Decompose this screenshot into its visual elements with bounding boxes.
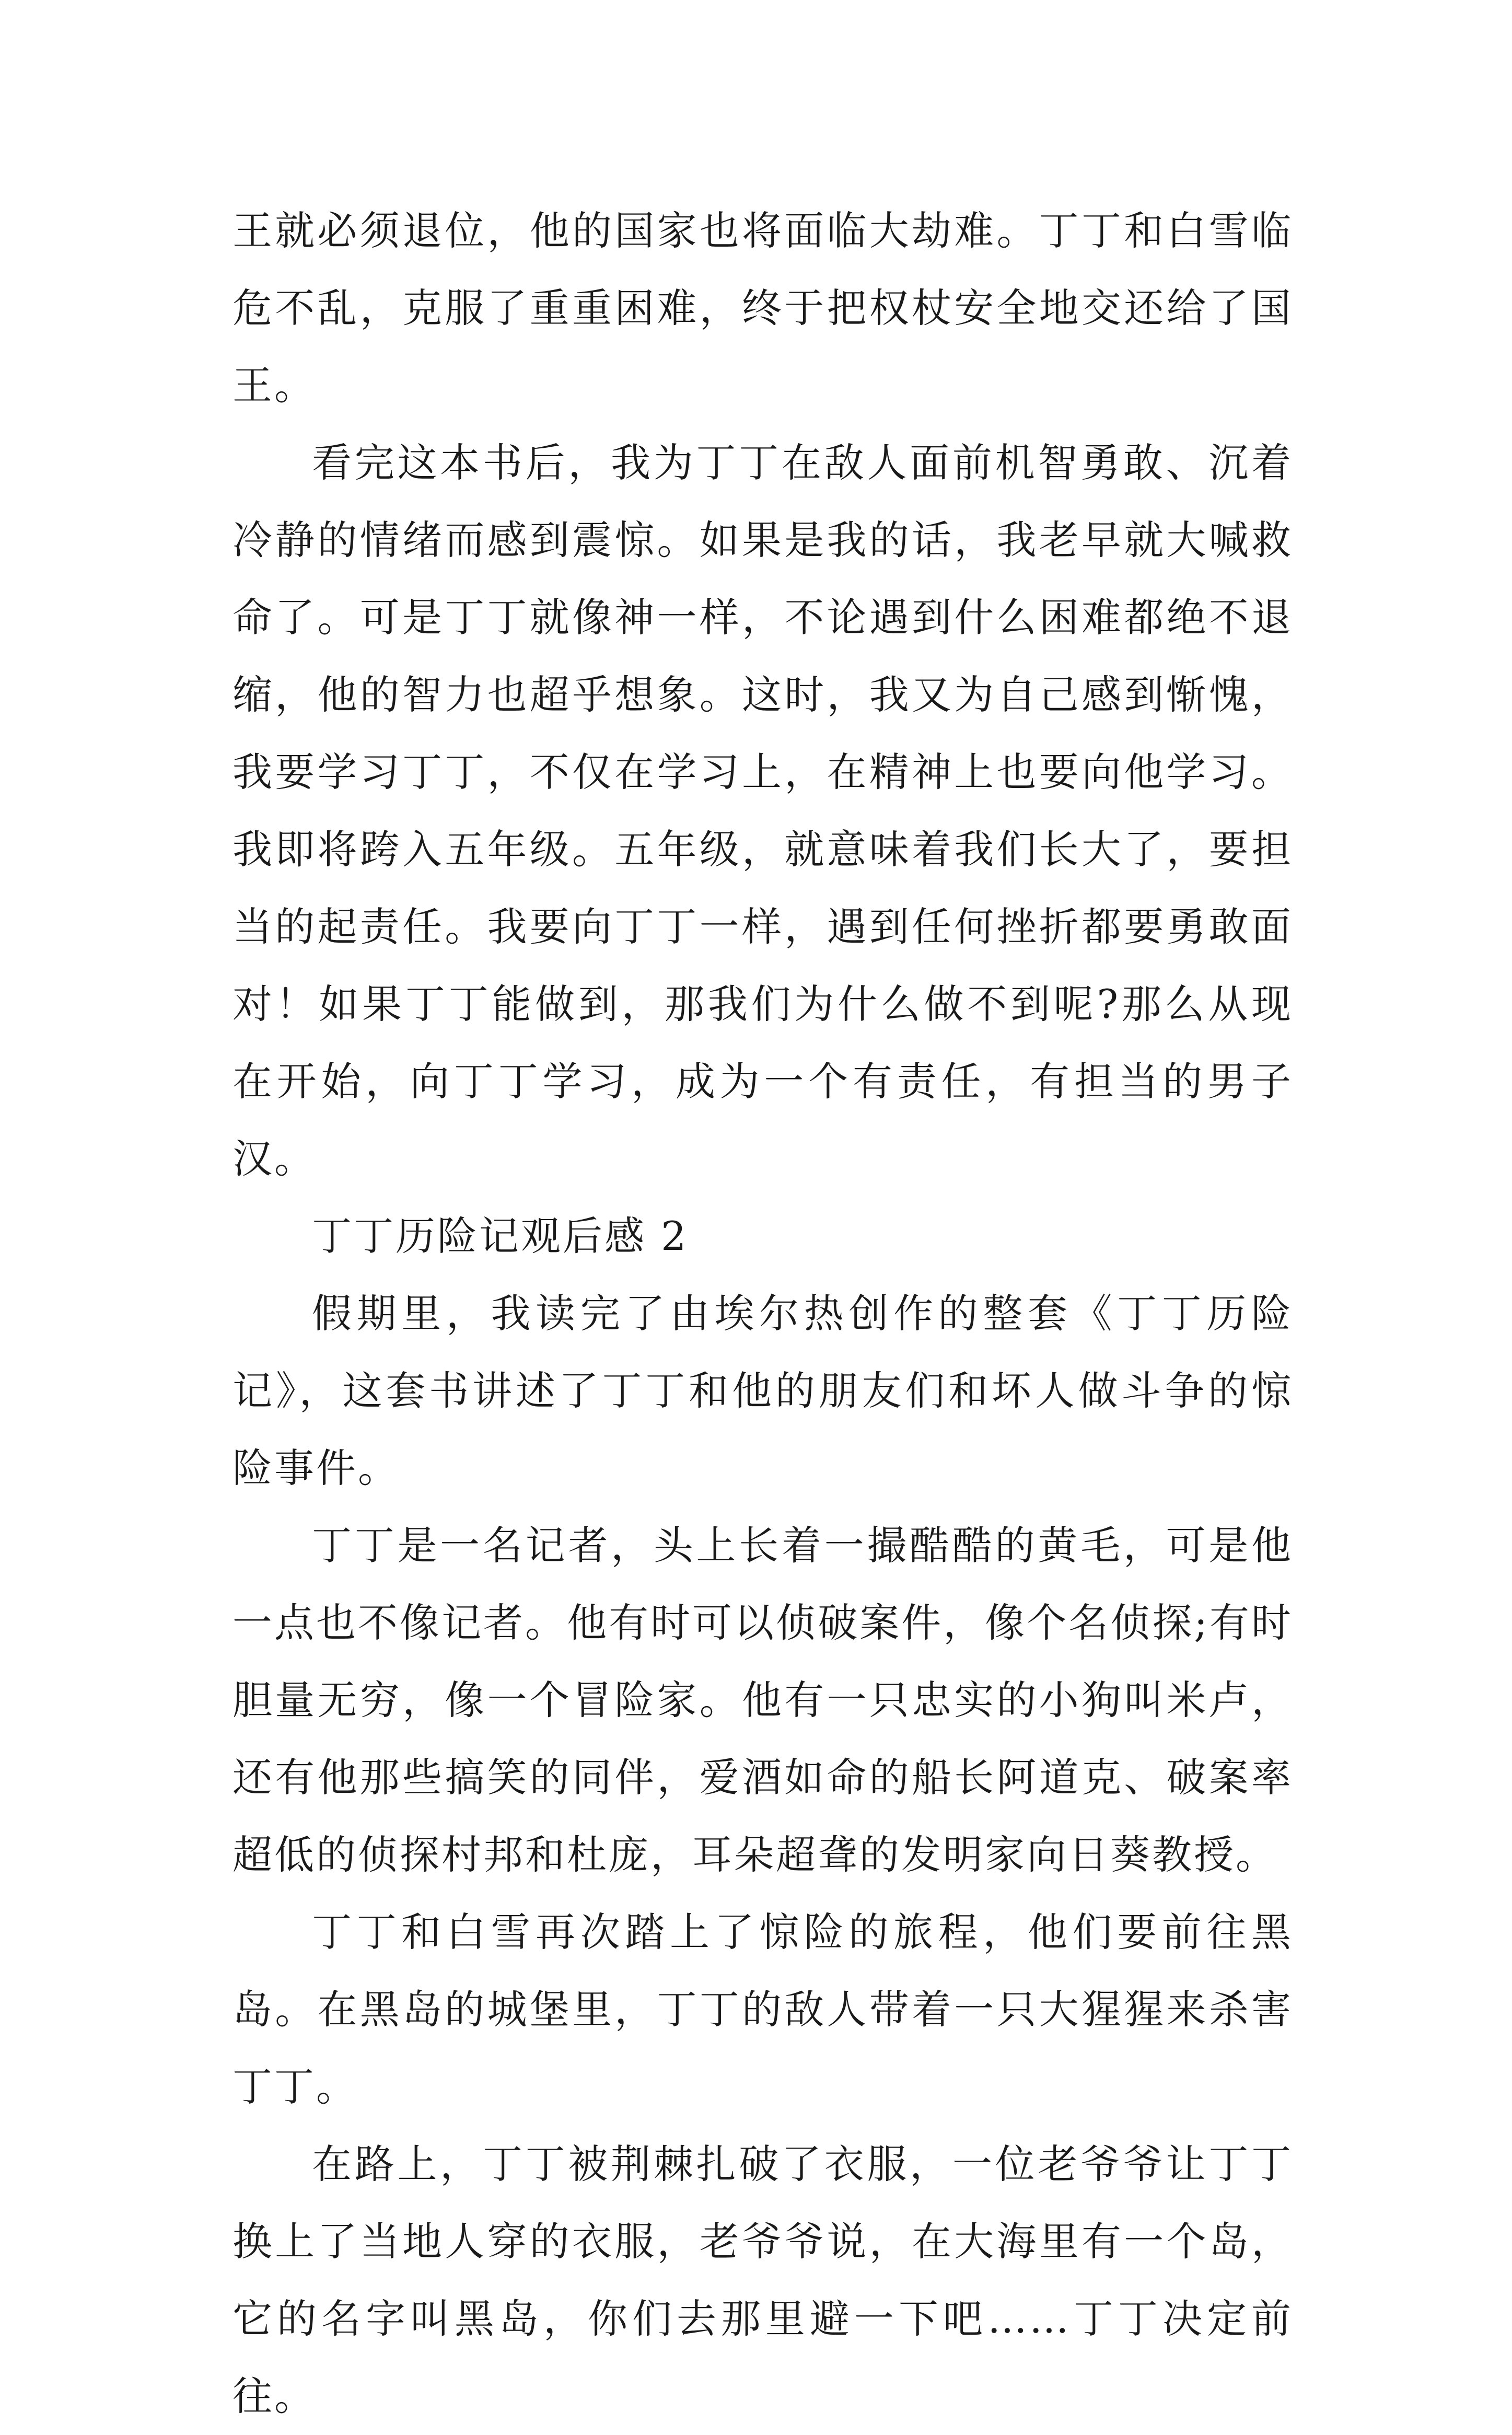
paragraph-character: 丁丁是一名记者，头上长着一撮酷酷的黄毛，可是他一点也不像记者。他有时可以侦破案件，像个名侦探;有时胆量无穷，像一个冒险家。他有一只忠实的小狗叫米卢，还有他那些搞笑的同伴，爱酒如命的船长阿道克、破案率超低的侦探村邦和杜庞，耳朵超聋的发明家向日葵教授。 (232, 1522, 1293, 1878)
section-title: 丁丁历险记观后感 2 (312, 1213, 689, 1259)
paragraph-intro: 假期里，我读完了由埃尔热创作的整套《丁丁历险记》，这套书讲述了丁丁和他的朋友们和坏人做斗争的惊险事件。 (232, 1290, 1293, 1491)
paragraph-continuation: 王就必须退位，他的国家也将面临大劫难。丁丁和白雪临危不乱，克服了重重困难，终于把权杖安全地交还给了国王。 (232, 207, 1293, 409)
paragraph-reflection: 看完这本书后，我为丁丁在敌人面前机智勇敢、沉着冷静的情绪而感到震惊。如果是我的话，我老早就大喊救命了。可是丁丁就像神一样，不论遇到什么困难都绝不退缩，他的智力也超乎想象。这时，我又为自己感到惭愧，我要学习丁丁，不仅在学习上，在精神上也要向他学习。我即将跨入五年级。五年级，就意味着我们长大了，要担当的起责任。我要向丁丁一样，遇到任何挫折都要勇敢面对！如果丁丁能做到，那我们为什么做不到呢?那么从现在开始，向丁丁学习，成为一个有责任，有担当的男子汉。 (232, 439, 1293, 1182)
document-body (232, 192, 1293, 2435)
paragraph-journey: 丁丁和白雪再次踏上了惊险的旅程，他们要前往黑岛。在黑岛的城堡里，丁丁的敌人带着一只大猩猩来杀害丁丁。 (232, 1909, 1293, 2110)
paragraph-road: 在路上，丁丁被荆棘扎破了衣服，一位老爷爷让丁丁换上了当地人穿的衣服，老爷爷说，在大海里有一个岛，它的名字叫黑岛，你们去那里避一下吧……丁丁决定前往。 (232, 2141, 1293, 2419)
